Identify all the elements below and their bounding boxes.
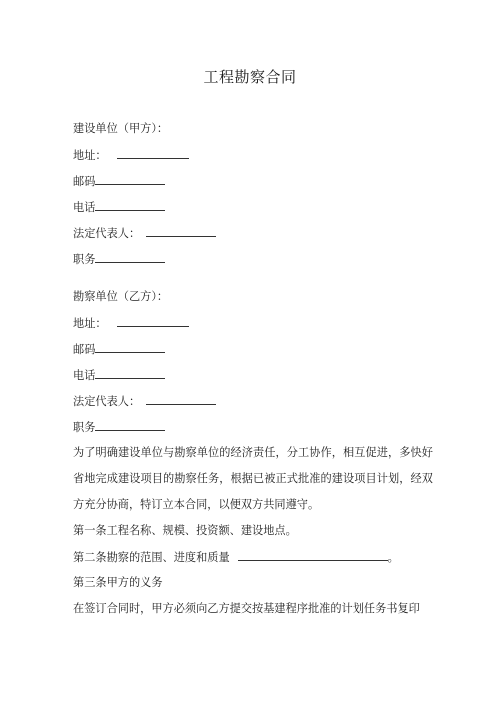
party-a-legal-rep-label: 法定代表人： xyxy=(73,227,141,240)
party-a-phone-row xyxy=(73,199,165,216)
document-title: 工程勘察合同 xyxy=(203,68,297,86)
party-a-address-blank xyxy=(117,147,189,159)
party-a-address-row xyxy=(73,147,189,164)
article-2-end: 。 xyxy=(387,551,399,564)
party-a-position-row xyxy=(73,251,165,268)
party-b-address-blank xyxy=(117,315,189,327)
party-b-position-blank xyxy=(95,419,165,431)
party-a-phone-label: 电话 xyxy=(73,201,96,214)
party-a-postcode-blank xyxy=(95,173,165,185)
party-b-phone-row xyxy=(73,367,165,384)
party-b-position-label: 职务 xyxy=(73,421,96,434)
article-3: 第三条甲方的义务 xyxy=(73,576,163,589)
party-b-legal-rep-row xyxy=(73,393,216,410)
party-b-postcode-row xyxy=(73,341,165,358)
party-b-postcode-blank xyxy=(95,341,165,353)
article-2-text: 第二条勘察的范围、进度和质量 xyxy=(73,551,230,564)
article-2-row xyxy=(73,549,399,566)
party-a-legal-rep-row xyxy=(73,225,216,242)
party-b-address-label: 地址： xyxy=(73,317,107,330)
party-b-heading: 勘察单位（乙方）： xyxy=(73,290,169,303)
party-b-position-row xyxy=(73,419,165,436)
article-3-text: 在签订合同时，甲方必须向乙方提交按基建程序批准的计划任务书复印 xyxy=(73,602,420,615)
party-a-position-blank xyxy=(95,251,165,263)
intro-paragraph: 为了明确建设单位与勘察单位的经济责任，分工协作，相互促进，多快好省地完成建设项目的勘察任务，根据已被正式批准的建设项目计划，经双方充分协商，特订立本合同，以便双方共同遵守。 xyxy=(73,446,433,511)
party-b-phone-label: 电话 xyxy=(73,369,96,382)
party-b-address-row xyxy=(73,315,189,332)
article-1: 第一条工程名称、规模、投资额、建设地点。 xyxy=(73,524,297,537)
article-2-blank xyxy=(238,549,388,561)
party-a-legal-rep-blank xyxy=(146,225,216,237)
party-a-postcode-label: 邮码 xyxy=(73,175,96,188)
party-a-postcode-row xyxy=(73,173,165,190)
party-a-phone-blank xyxy=(95,199,165,211)
party-a-heading: 建设单位（甲方）： xyxy=(73,122,169,135)
party-b-phone-blank xyxy=(95,367,165,379)
party-b-postcode-label: 邮码 xyxy=(73,343,96,356)
party-b-legal-rep-blank xyxy=(146,393,216,405)
party-a-address-label: 地址： xyxy=(73,149,107,162)
party-b-legal-rep-label: 法定代表人： xyxy=(73,395,141,408)
party-a-position-label: 职务 xyxy=(73,253,96,266)
